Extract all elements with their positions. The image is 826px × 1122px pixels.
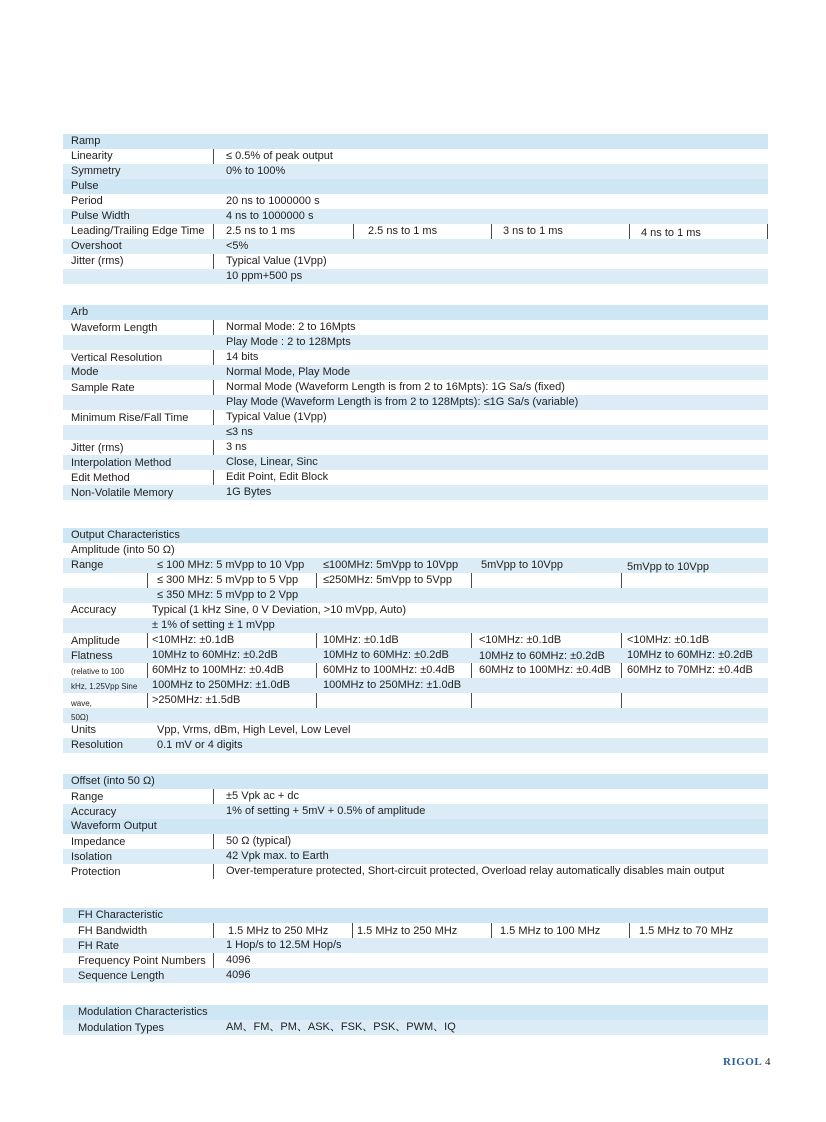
row-linearity: Linearity ≤ 0.5% of peak output <box>71 150 333 162</box>
row-units: Units Vpp, Vrms, dBm, High Level, Low Level <box>71 724 351 736</box>
row-rise-time: Minimum Rise/Fall Time Typical Value (1Vpp) <box>71 411 327 424</box>
row-flatness-3: (relative to 100 60MHz to 100MHz: ±0.4dB 60MHz to 100MHz: ±0.4dB 60MHz to 100MHz: ±0.4dB 60MHz to 70MHz: ±0.4dB <box>71 664 753 676</box>
row-accuracy-2: ± 1% of setting ± 1 mVpp <box>63 618 768 633</box>
row-waveform-length-2: Play Mode : 2 to 128Mpts <box>63 335 768 350</box>
brand-logo: RIGOL <box>723 1056 763 1068</box>
column-divider <box>629 923 630 938</box>
row-arb-jitter: Jitter (rms) 3 ns <box>71 441 247 454</box>
fh-table <box>63 908 768 983</box>
ramp-pulse-table <box>63 134 768 284</box>
row-waveform-length: Waveform Length Normal Mode: 2 to 16Mpts <box>71 321 356 334</box>
column-divider <box>353 224 354 239</box>
arb-table <box>63 305 768 500</box>
section-header-output: Output Characteristics <box>63 528 768 543</box>
row-symmetry: Symmetry 0% to 100% <box>63 164 768 179</box>
row-flatness-4: kHz, 1.25Vpp Sine 100MHz to 250MHz: ±1.0dB 100MHz to 250MHz: ±1.0dB <box>63 678 768 693</box>
row-flatness-1: Amplitude <10MHz: ±0.1dB 10MHz: ±0.1dB <10MHz: ±0.1dB <10MHz: ±0.1dB <box>71 634 710 647</box>
row-interpolation: Interpolation Method Close, Linear, Sinc <box>63 455 768 470</box>
page-footer <box>723 1056 770 1068</box>
row-modulation-types: Modulation Types AM、FM、PM、ASK、FSK、PSK、PWM、IQ <box>63 1020 768 1035</box>
output-table <box>63 528 768 753</box>
section-header-arb: Arb <box>63 305 768 320</box>
row-flatness-6: 50Ω) <box>63 708 768 723</box>
row-sequence-length: Sequence Length 4096 <box>63 968 768 983</box>
page-number: 4 <box>764 1056 771 1068</box>
row-edit-method: Edit Method Edit Point, Edit Block <box>71 471 329 484</box>
column-divider <box>767 224 768 239</box>
section-header-modulation: Modulation Characteristics <box>63 1005 768 1020</box>
section-header-waveform-output: Waveform Output <box>63 819 768 834</box>
row-sample-rate: Sample Rate Normal Mode (Waveform Length is from 2 to 16Mpts): 1G Sa/s (fixed) <box>71 381 565 394</box>
section-header-fh: FH Characteristic <box>63 908 768 923</box>
row-period: Period 20 ns to 1000000 s <box>71 195 320 207</box>
row-rise-time-2: ≤3 ns <box>63 425 768 440</box>
row-offset-accuracy: Accuracy 1% of setting + 5mV + 0.5% of amplitude <box>63 804 768 819</box>
row-range-2: ≤ 300 MHz: 5 mVpp to 5 Vpp ≤250MHz: 5mVpp to 5Vpp <box>157 574 452 586</box>
row-mode: Mode Normal Mode, Play Mode <box>63 365 768 380</box>
row-resolution: Resolution 0.1 mV or 4 digits <box>63 738 768 753</box>
offset-table <box>63 774 768 879</box>
row-pulse-width: Pulse Width 4 ns to 1000000 s <box>63 209 768 224</box>
column-divider <box>629 224 630 239</box>
row-overshoot: Overshoot <5% <box>63 239 768 254</box>
row-range-3: ≤ 350 MHz: 5 mVpp to 2 Vpp <box>63 588 768 603</box>
row-amplitude-title: Amplitude (into 50 Ω) <box>71 544 175 556</box>
row-edge-time: Leading/Trailing Edge Time 2.5 ns to 1 ms 2.5 ns to 1 ms 3 ns to 1 ms 4 ns to 1 ms <box>63 224 768 239</box>
row-range-1: Range ≤ 100 MHz: 5 mVpp to 10 Vpp ≤100MHz: 5mVpp to 10Vpp 5mVpp to 10Vpp 5mVpp to 10Vpp <box>63 558 768 573</box>
row-protection: Protection Over-temperature protected, Short-circuit protected, Overload relay automatically disables main output <box>71 865 725 878</box>
modulation-table <box>63 1005 768 1035</box>
row-fh-bandwidth: FH Bandwidth 1.5 MHz to 250 MHz 1.5 MHz to 250 MHz 1.5 MHz to 100 MHz 1.5 MHz to 70 MHz <box>78 925 734 937</box>
column-divider <box>491 923 492 938</box>
row-memory: Non-Volatile Memory 1G Bytes <box>63 485 768 500</box>
row-offset-range: Range ±5 Vpk ac + dc <box>71 790 299 803</box>
row-impedance: Impedance 50 Ω (typical) <box>71 835 292 848</box>
row-jitter: Jitter (rms) Typical Value (1Vpp) <box>71 255 327 267</box>
section-header-ramp: Ramp <box>63 134 768 149</box>
section-header-pulse: Pulse <box>63 179 768 194</box>
column-divider <box>352 923 353 938</box>
section-header-offset: Offset (into 50 Ω) <box>63 774 768 789</box>
column-divider <box>491 224 492 239</box>
row-vertical-resolution: Vertical Resolution 14 bits <box>71 351 259 364</box>
row-isolation: Isolation 42 Vpk max. to Earth <box>63 849 768 864</box>
row-sample-rate-2: Play Mode (Waveform Length is from 2 to 128Mpts): ≤1G Sa/s (variable) <box>63 395 768 410</box>
row-flatness-5: wave, >250MHz: ±1.5dB <box>71 694 241 708</box>
row-fh-rate: FH Rate 1 Hop/s to 12.5M Hop/s <box>63 938 768 953</box>
row-flatness-2: Flatness 10MHz to 60MHz: ±0.2dB 10MHz to 60MHz: ±0.2dB 10MHz to 60MHz: ±0.2dB 10MHz to 60MHz: ±0.2dB <box>63 648 768 663</box>
row-jitter-2: 10 ppm+500 ps <box>63 269 768 284</box>
row-accuracy: Accuracy Typical (1 kHz Sine, 0 V Deviation, >10 mVpp, Auto) <box>71 604 407 616</box>
row-freq-points: Frequency Point Numbers 4096 <box>78 954 251 967</box>
